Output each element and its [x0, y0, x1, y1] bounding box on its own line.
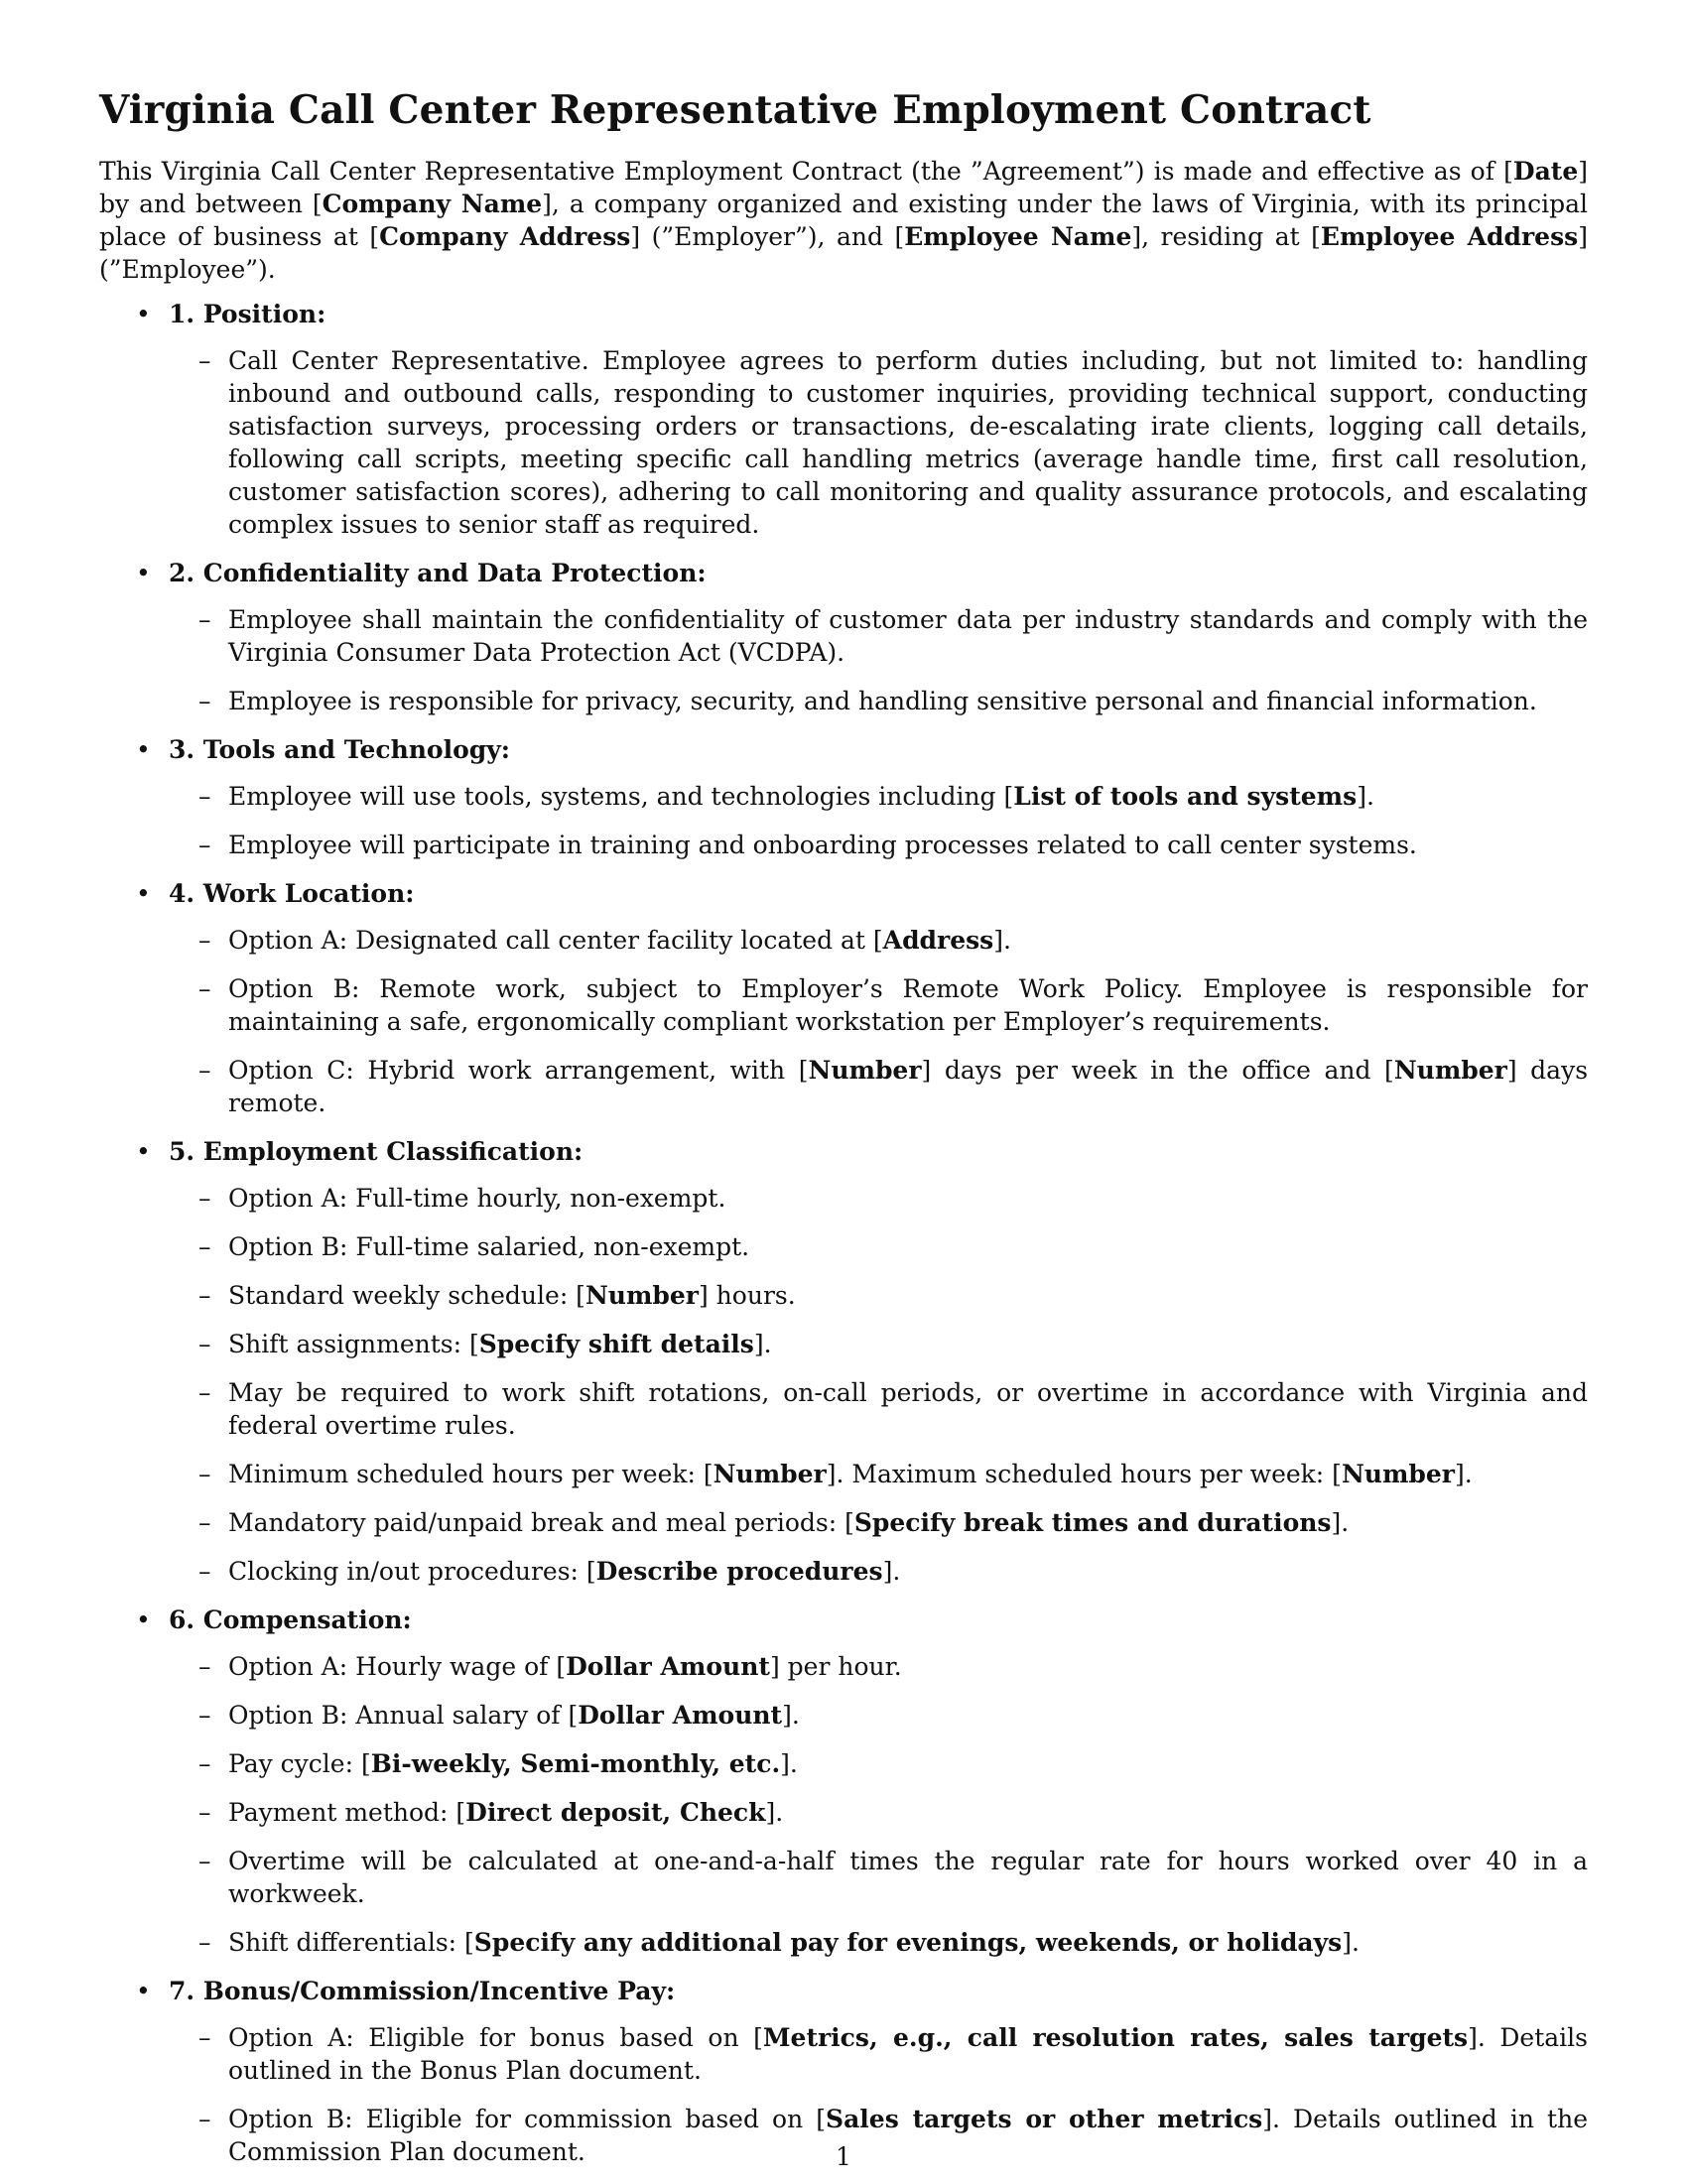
list-item: – Shift differentials: [Specify any additional pay for evenings, weekends, or holidays].	[198, 1928, 1360, 1957]
list-item: – Minimum scheduled hours per week: [Number]. Maximum scheduled hours per week: [Number].	[198, 1460, 1473, 1488]
dash-icon: –	[198, 1460, 211, 1488]
section-compensation	[99, 1604, 1588, 1959]
bullet-icon: •	[136, 1606, 151, 1634]
list-item: – Clocking in/out procedures: [Describe procedures].	[198, 1557, 901, 1586]
placeholder-company-name: Company Name	[322, 190, 543, 218]
dash-icon: –	[198, 831, 211, 859]
list-item: – Payment method: [Direct deposit, Check].	[198, 1798, 784, 1827]
bullet-icon: •	[136, 879, 151, 908]
list-item: – Option A: Full-time hourly, non-exempt.	[198, 1184, 726, 1213]
section-classification	[99, 1135, 1588, 1588]
dash-icon: –	[198, 1847, 211, 1875]
dash-icon: –	[198, 605, 211, 634]
bullet-icon: •	[136, 1977, 151, 2005]
list-item: – Option B: Annual salary of [Dollar Amount].	[198, 1701, 800, 1730]
dash-icon: –	[198, 926, 211, 955]
section-title: 6. Compensation:	[169, 1606, 412, 1634]
section-title: 2. Confidentiality and Data Protection:	[169, 559, 707, 587]
list-item: – Option A: Hourly wage of [Dollar Amount] per hour.	[198, 1652, 902, 1681]
list-item: – Employee shall maintain the confidentiality of customer data per industry standards and comply with the Virginia Consumer Data Protection Act (VCDPA).	[198, 605, 1588, 667]
list-item: – Call Center Representative. Employee agrees to perform duties including, but not limited to: handling inbound and outbound calls, responding to customer inquiries, providing technical support, conducting satisfaction surveys, processing orders or transactions, de-escalating irate clients, logging call details, following call scripts, meeting specific call handling metrics (average handle time, first call resolution, customer satisfaction scores), adhering to call monitoring and quality assurance protocols, and escalating complex issues to senior staff as required.	[198, 346, 1588, 539]
list-item: – Option A: Eligible for bonus based on [Metrics, e.g., call resolution rates, sales targets]. Details outlined in the Bonus Plan document.	[198, 2023, 1588, 2085]
dash-icon: –	[198, 1928, 211, 1957]
section-title: 3. Tools and Technology:	[169, 735, 511, 764]
section-position	[99, 298, 1588, 541]
dash-icon: –	[198, 1056, 211, 1085]
bullet-icon: •	[136, 559, 151, 587]
list-item: – Employee is responsible for privacy, security, and handling sensitive personal and financial information.	[198, 687, 1537, 715]
list-item: – Option B: Eligible for commission based on [Sales targets or other metrics]. Details outlined in the Commission Plan document.	[198, 2105, 1589, 2166]
bullet-icon: •	[136, 300, 151, 328]
list-item: – Pay cycle: [Bi-weekly, Semi-monthly, etc.].	[198, 1749, 798, 1778]
dash-icon: –	[198, 1508, 211, 1537]
placeholder-date: Date	[1512, 157, 1579, 186]
section-title: 4. Work Location:	[169, 879, 415, 908]
dash-icon: –	[198, 1232, 211, 1261]
section-title: 7. Bonus/Commission/Incentive Pay:	[169, 1977, 676, 2005]
list-item: – Option C: Hybrid work arrangement, with [Number] days per week in the office and [Number] days remote.	[198, 1056, 1589, 1117]
sections-list	[99, 298, 1588, 2168]
intro-paragraph: This Virginia Call Center Representative Employment Contract (the ”Agreement”) is made and effective as of [Date] by and between [Company Name], a company organized and existing under the laws of Virginia, with its principal place of business at [Company Address] (”Employer”), and [Employee Name], residing at [Employee Address] (”Employee”).	[99, 157, 1588, 284]
page-number: 1	[836, 2142, 851, 2171]
dash-icon: –	[198, 1330, 211, 1358]
document-title: Virginia Call Center Representative Employment Contract	[99, 87, 1371, 133]
section-bonus	[99, 1975, 1588, 2168]
dash-icon: –	[198, 1701, 211, 1730]
dash-icon: –	[198, 1378, 211, 1407]
section-tools	[99, 733, 1588, 861]
list-item: – May be required to work shift rotations, on-call periods, or overtime in accordance with Virginia and federal overtime rules.	[198, 1378, 1588, 1440]
dash-icon: –	[198, 1557, 211, 1586]
list-item: – Standard weekly schedule: [Number] hours.	[198, 1281, 796, 1310]
list-item: – Mandatory paid/unpaid break and meal periods: [Specify break times and durations].	[198, 1508, 1350, 1537]
dash-icon: –	[198, 1749, 211, 1778]
dash-icon: –	[198, 974, 211, 1003]
dash-icon: –	[198, 1652, 211, 1681]
section-title: 5. Employment Classification:	[169, 1137, 584, 1166]
placeholder-employee-name: Employee Name	[904, 222, 1132, 251]
list-item: – Option B: Remote work, subject to Employer’s Remote Work Policy. Employee is responsible for maintaining a safe, ergonomically compliant workstation per Employer’s requirements.	[198, 974, 1588, 1036]
document-page	[99, 87, 1588, 2184]
dash-icon: –	[198, 782, 211, 811]
dash-icon: –	[198, 1281, 211, 1310]
dash-icon: –	[198, 1798, 211, 1827]
bullet-icon: •	[136, 735, 151, 764]
section-work-location	[99, 877, 1588, 1119]
dash-icon: –	[198, 1184, 211, 1213]
placeholder-employee-address: Employee Address	[1320, 222, 1579, 251]
section-title: 1. Position:	[169, 300, 326, 328]
dash-icon: –	[198, 2105, 211, 2133]
list-item: – Overtime will be calculated at one-and-a-half times the regular rate for hours worked over 40 in a workweek.	[198, 1847, 1588, 1908]
dash-icon: –	[198, 346, 211, 375]
list-item: – Option A: Designated call center facility located at [Address].	[198, 926, 1011, 955]
dash-icon: –	[198, 2023, 211, 2052]
section-confidentiality	[99, 557, 1588, 717]
placeholder-company-address: Company Address	[379, 222, 631, 251]
list-item: – Employee will use tools, systems, and technologies including [List of tools and systems].	[198, 782, 1374, 811]
bullet-icon: •	[136, 1137, 151, 1166]
dash-icon: –	[198, 687, 211, 715]
list-item: – Option B: Full-time salaried, non-exempt.	[198, 1232, 750, 1261]
list-item: – Employee will participate in training and onboarding processes related to call center systems.	[198, 831, 1417, 859]
list-item: – Shift assignments: [Specify shift details].	[198, 1330, 772, 1358]
